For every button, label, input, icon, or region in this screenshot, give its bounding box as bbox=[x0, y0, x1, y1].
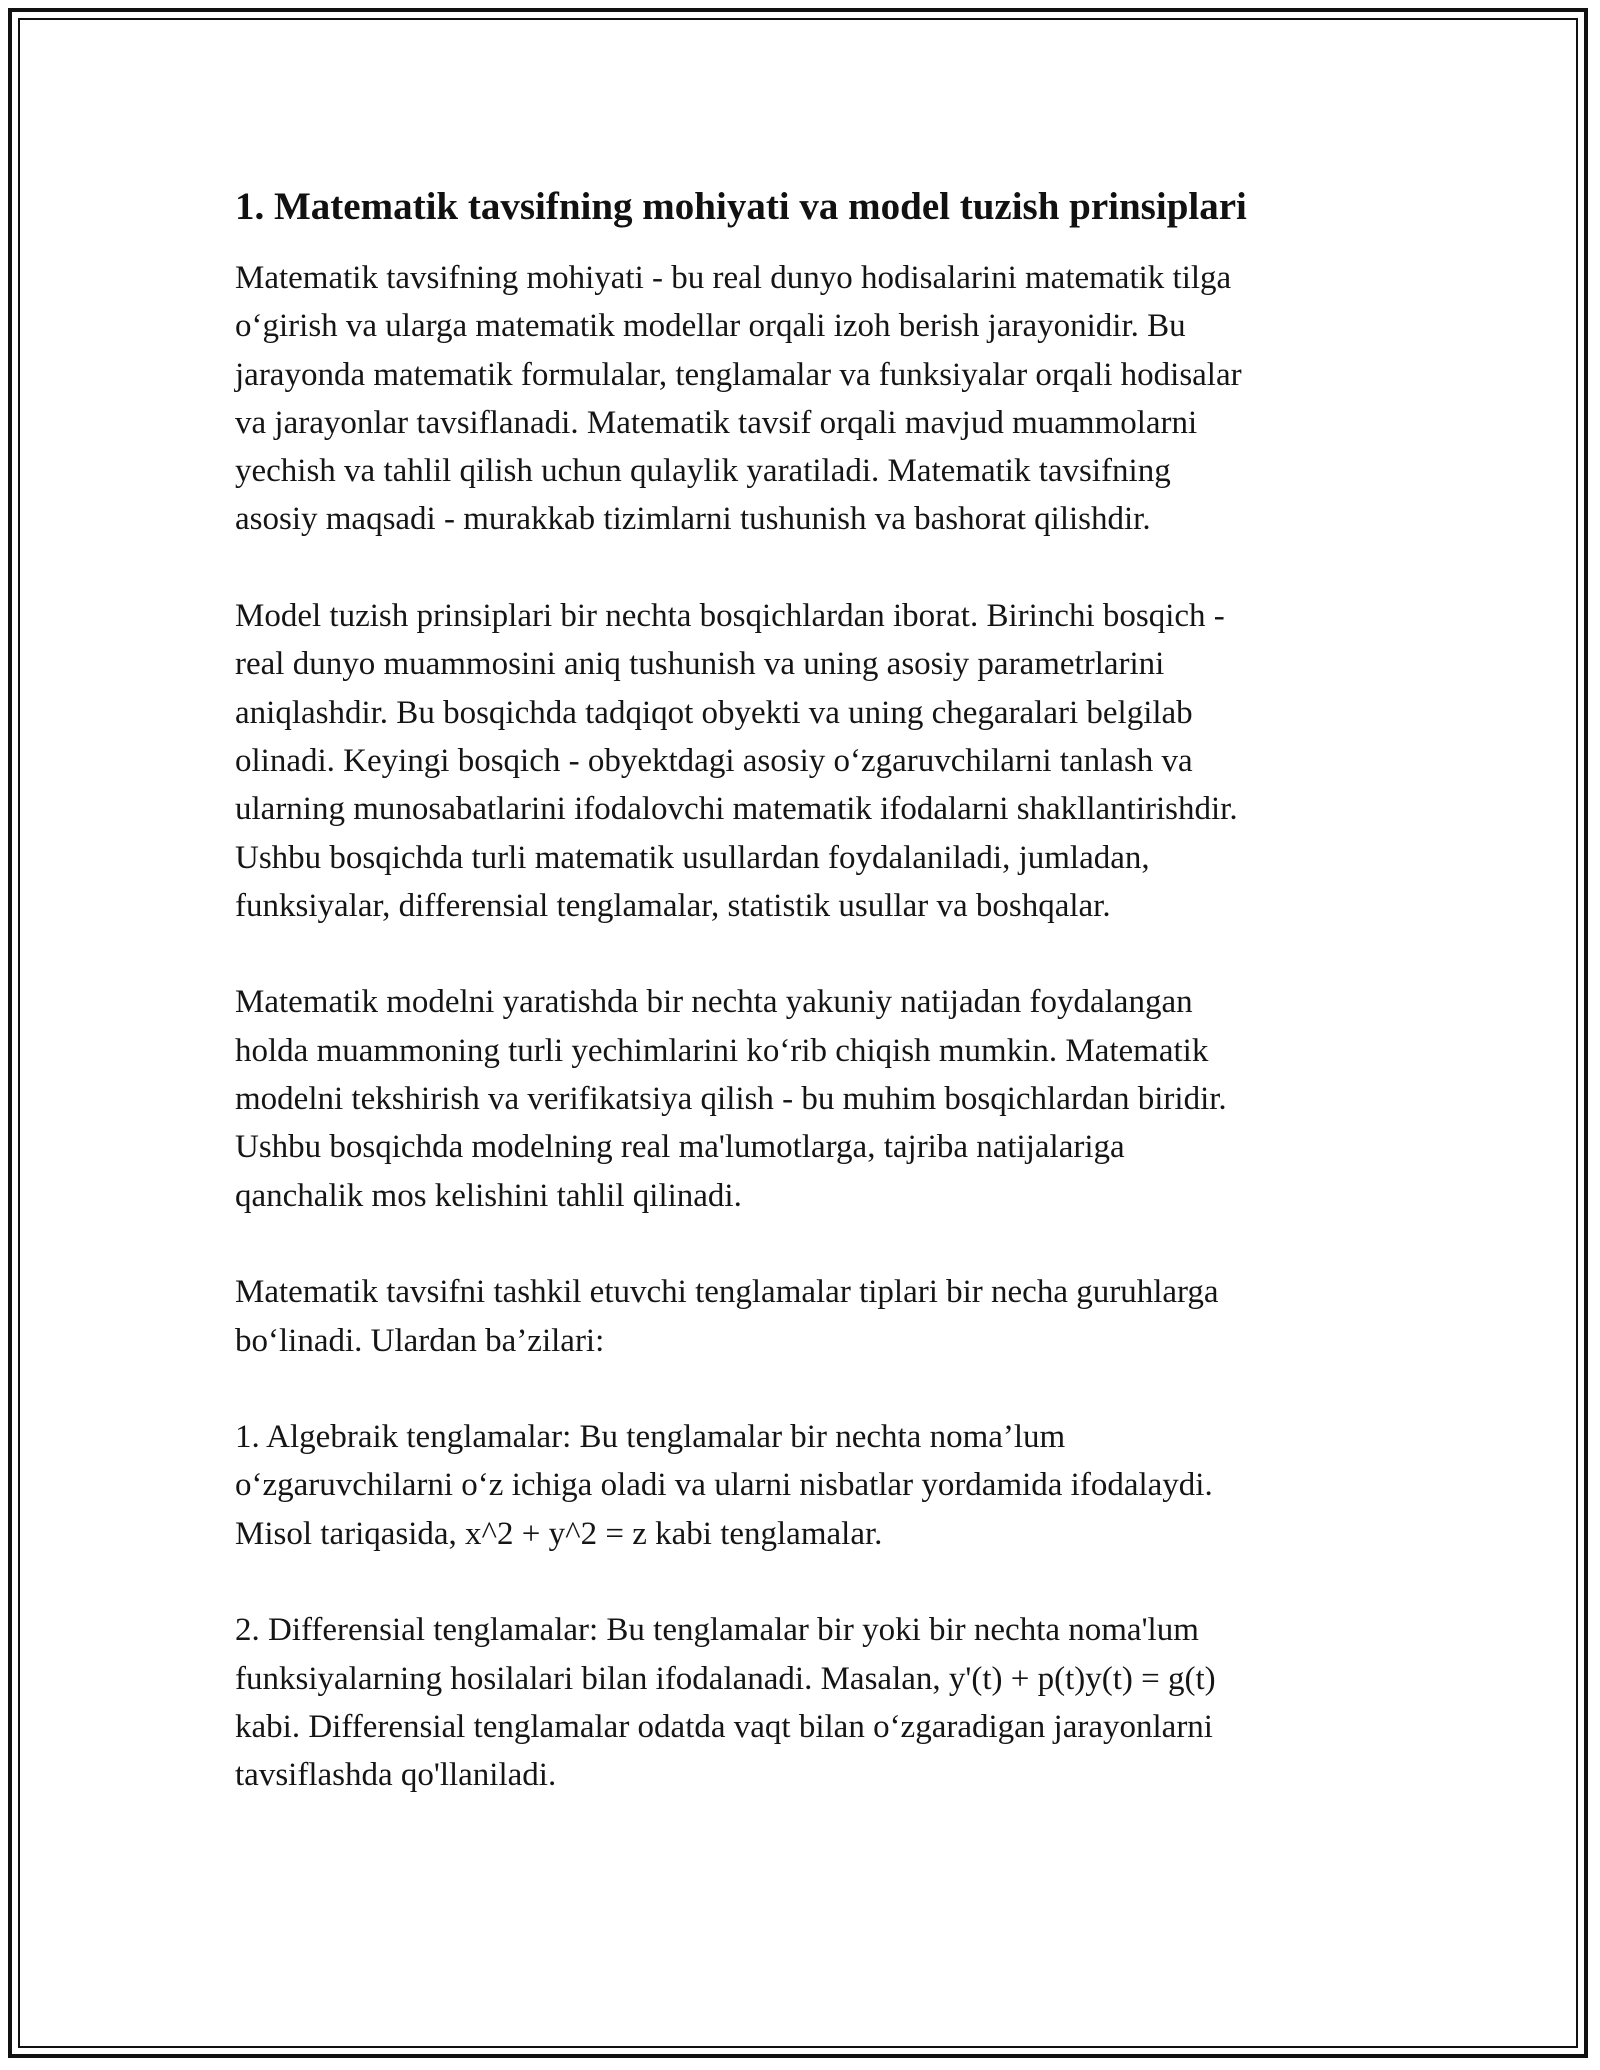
text-line: Matematik tavsifning mohiyati - bu real dunyo hodisalarini matematik tilga bbox=[235, 260, 1232, 296]
text-line: qanchalik mos kelishini tahlil qilinadi. bbox=[235, 1177, 742, 1214]
list-item-algebraic-equations bbox=[235, 1413, 1375, 1558]
text-line: olinadi. Keyingi bosqich - obyektdagi asosiy o‘zgaruvchilarni tanlash va bbox=[235, 742, 1193, 779]
paragraph-equation-types bbox=[235, 1268, 1375, 1365]
text-line: Matematik modelni yaratishda bir nechta yakuniy natijadan foydalangan bbox=[235, 984, 1193, 1021]
text-line: holda muammoning turli yechimlarini ko‘rib chiqish mumkin. Matematik bbox=[235, 1032, 1209, 1069]
text-line: 2. Differensial tenglamalar: Bu tenglamalar bir yoki bir nechta noma'lum bbox=[235, 1612, 1199, 1649]
text-line: aniqlashdir. Bu bosqichda tadqiqot obyekti va uning chegaralari belgilab bbox=[235, 694, 1193, 731]
text-line: real dunyo muammosini aniq tushunish va uning asosiy parametrlarini bbox=[235, 646, 1165, 683]
text-line: ularning munosabatlarini ifodalovchi matematik ifodalarni shakllantirishdir. bbox=[235, 791, 1238, 828]
section-heading: 1. Matematik tavsifning mohiyati va model tuzish prinsiplari bbox=[235, 185, 1247, 228]
text-line: Matematik tavsifni tashkil etuvchi tenglamalar tiplari bir necha guruhlarga bbox=[235, 1274, 1219, 1311]
text-line: funksiyalarning hosilalari bilan ifodalanadi. Masalan, y'(t) + p(t)y(t) = g(t) bbox=[235, 1660, 1216, 1697]
text-line: Model tuzish prinsiplari bir nechta bosqichlardan iborat. Birinchi bosqich - bbox=[235, 598, 1225, 635]
text-line: o‘zgaruvchilarni o‘z ichiga oladi va ularni nisbatlar yordamida ifodalaydi. bbox=[235, 1467, 1213, 1504]
text-line: Misol tariqasida, x^2 + y^2 = z kabi tenglamalar. bbox=[235, 1515, 883, 1552]
document-body bbox=[235, 183, 1375, 1848]
text-line: jarayonda matematik formulalar, tenglamalar va funksiyalar orqali hodisalar bbox=[235, 356, 1242, 393]
text-line: modelni tekshirish va verifikatsiya qilish - bu muhim bosqichlardan biridir. bbox=[235, 1081, 1227, 1118]
text-line: va jarayonlar tavsiflanadi. Matematik tavsif orqali mavjud muammolarni bbox=[235, 404, 1198, 441]
text-line: bo‘linadi. Ulardan ba’zilari: bbox=[235, 1322, 605, 1359]
text-line: funksiyalar, differensial tenglamalar, statistik usullar va boshqalar. bbox=[235, 887, 1111, 924]
text-line: 1. Algebraik tenglamalar: Bu tenglamalar bir nechta noma’lum bbox=[235, 1419, 1066, 1456]
text-line: kabi. Differensial tenglamalar odatda vaqt bilan o‘zgaradigan jarayonlarni bbox=[235, 1708, 1213, 1745]
text-line: tavsiflashda qo'llaniladi. bbox=[235, 1757, 557, 1794]
text-line: yechish va tahlil qilish uchun qulaylik yaratiladi. Matematik tavsifning bbox=[235, 453, 1171, 490]
list-item-differential-equations bbox=[235, 1606, 1375, 1799]
paragraph-model-principles bbox=[235, 592, 1375, 930]
text-line: o‘girish va ularga matematik modellar orqali izoh berish jarayonidir. Bu bbox=[235, 308, 1186, 345]
paragraph-model-verification bbox=[235, 978, 1375, 1219]
text-line: Ushbu bosqichda modelning real ma'lumotlarga, tajriba natijalariga bbox=[235, 1129, 1125, 1166]
paragraph-essence bbox=[235, 254, 1375, 544]
text-line: Ushbu bosqichda turli matematik usullardan foydalaniladi, jumladan, bbox=[235, 839, 1150, 876]
text-line: asosiy maqsadi - murakkab tizimlarni tushunish va bashorat qilishdir. bbox=[235, 501, 1151, 538]
